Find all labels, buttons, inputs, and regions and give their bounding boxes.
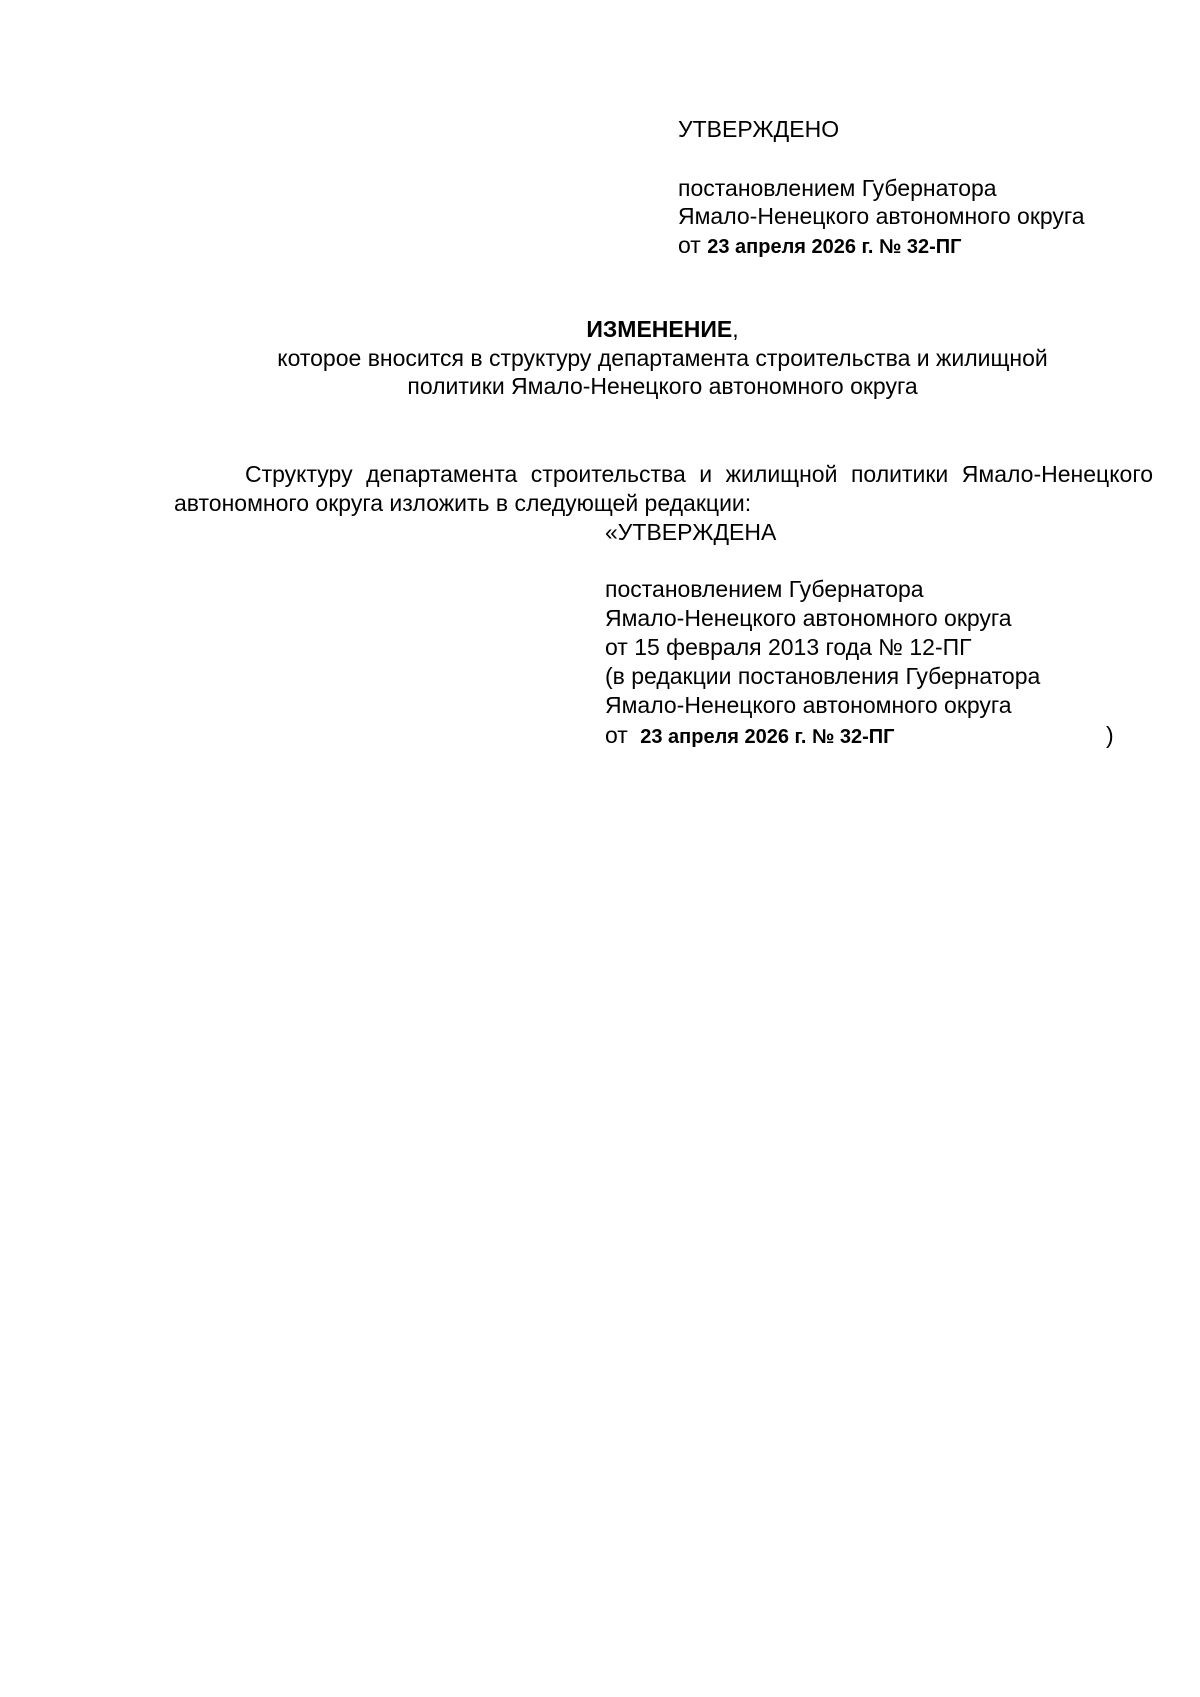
approval-date: 23 апреля 2026 г. № 32-ПГ [707,236,962,258]
quoted-line-5: Ямало-Ненецкого автономного округа [605,692,1012,718]
heading-title-line [0,315,1200,343]
date-prefix: от [678,232,701,258]
quoted-title: «УТВЕРЖДЕНА [605,519,777,545]
quoted-date-prefix: от [605,722,628,748]
quoted-date-line [605,721,894,751]
quoted-line-3: от 15 февраля 2013 года № 12-ПГ [605,634,972,660]
quoted-date: 23 апреля 2026 г. № 32-ПГ [640,726,895,748]
heading-line-2: политики Ямало-Ненецкого автономного округа [407,373,918,399]
quoted-line-1: постановлением Губернатора [605,576,924,602]
approval-line-1: постановлением Губернатора [678,175,997,201]
quoted-line-2: Ямало-Ненецкого автономного округа [605,605,1012,631]
heading-title: ИЗМЕНЕНИЕ [586,316,733,342]
quoted-line-4: (в редакции постановления Губернатора [605,663,1041,689]
approval-line-2: Ямало-Ненецкого автономного округа [678,203,1085,229]
body-paragraph: Структуру департамента строительства и жилищной политики Ямало-Ненецкого автономного округа изложить в следующей редакции: [174,461,1153,516]
heading-comma: , [732,316,739,342]
heading-line-1: которое вносится в структуру департамента строительства и жилищной [277,345,1048,371]
quoted-closing-paren: ) [1106,722,1114,748]
approval-title: УТВЕРЖДЕНО [678,116,840,142]
approval-date-line [678,231,961,261]
